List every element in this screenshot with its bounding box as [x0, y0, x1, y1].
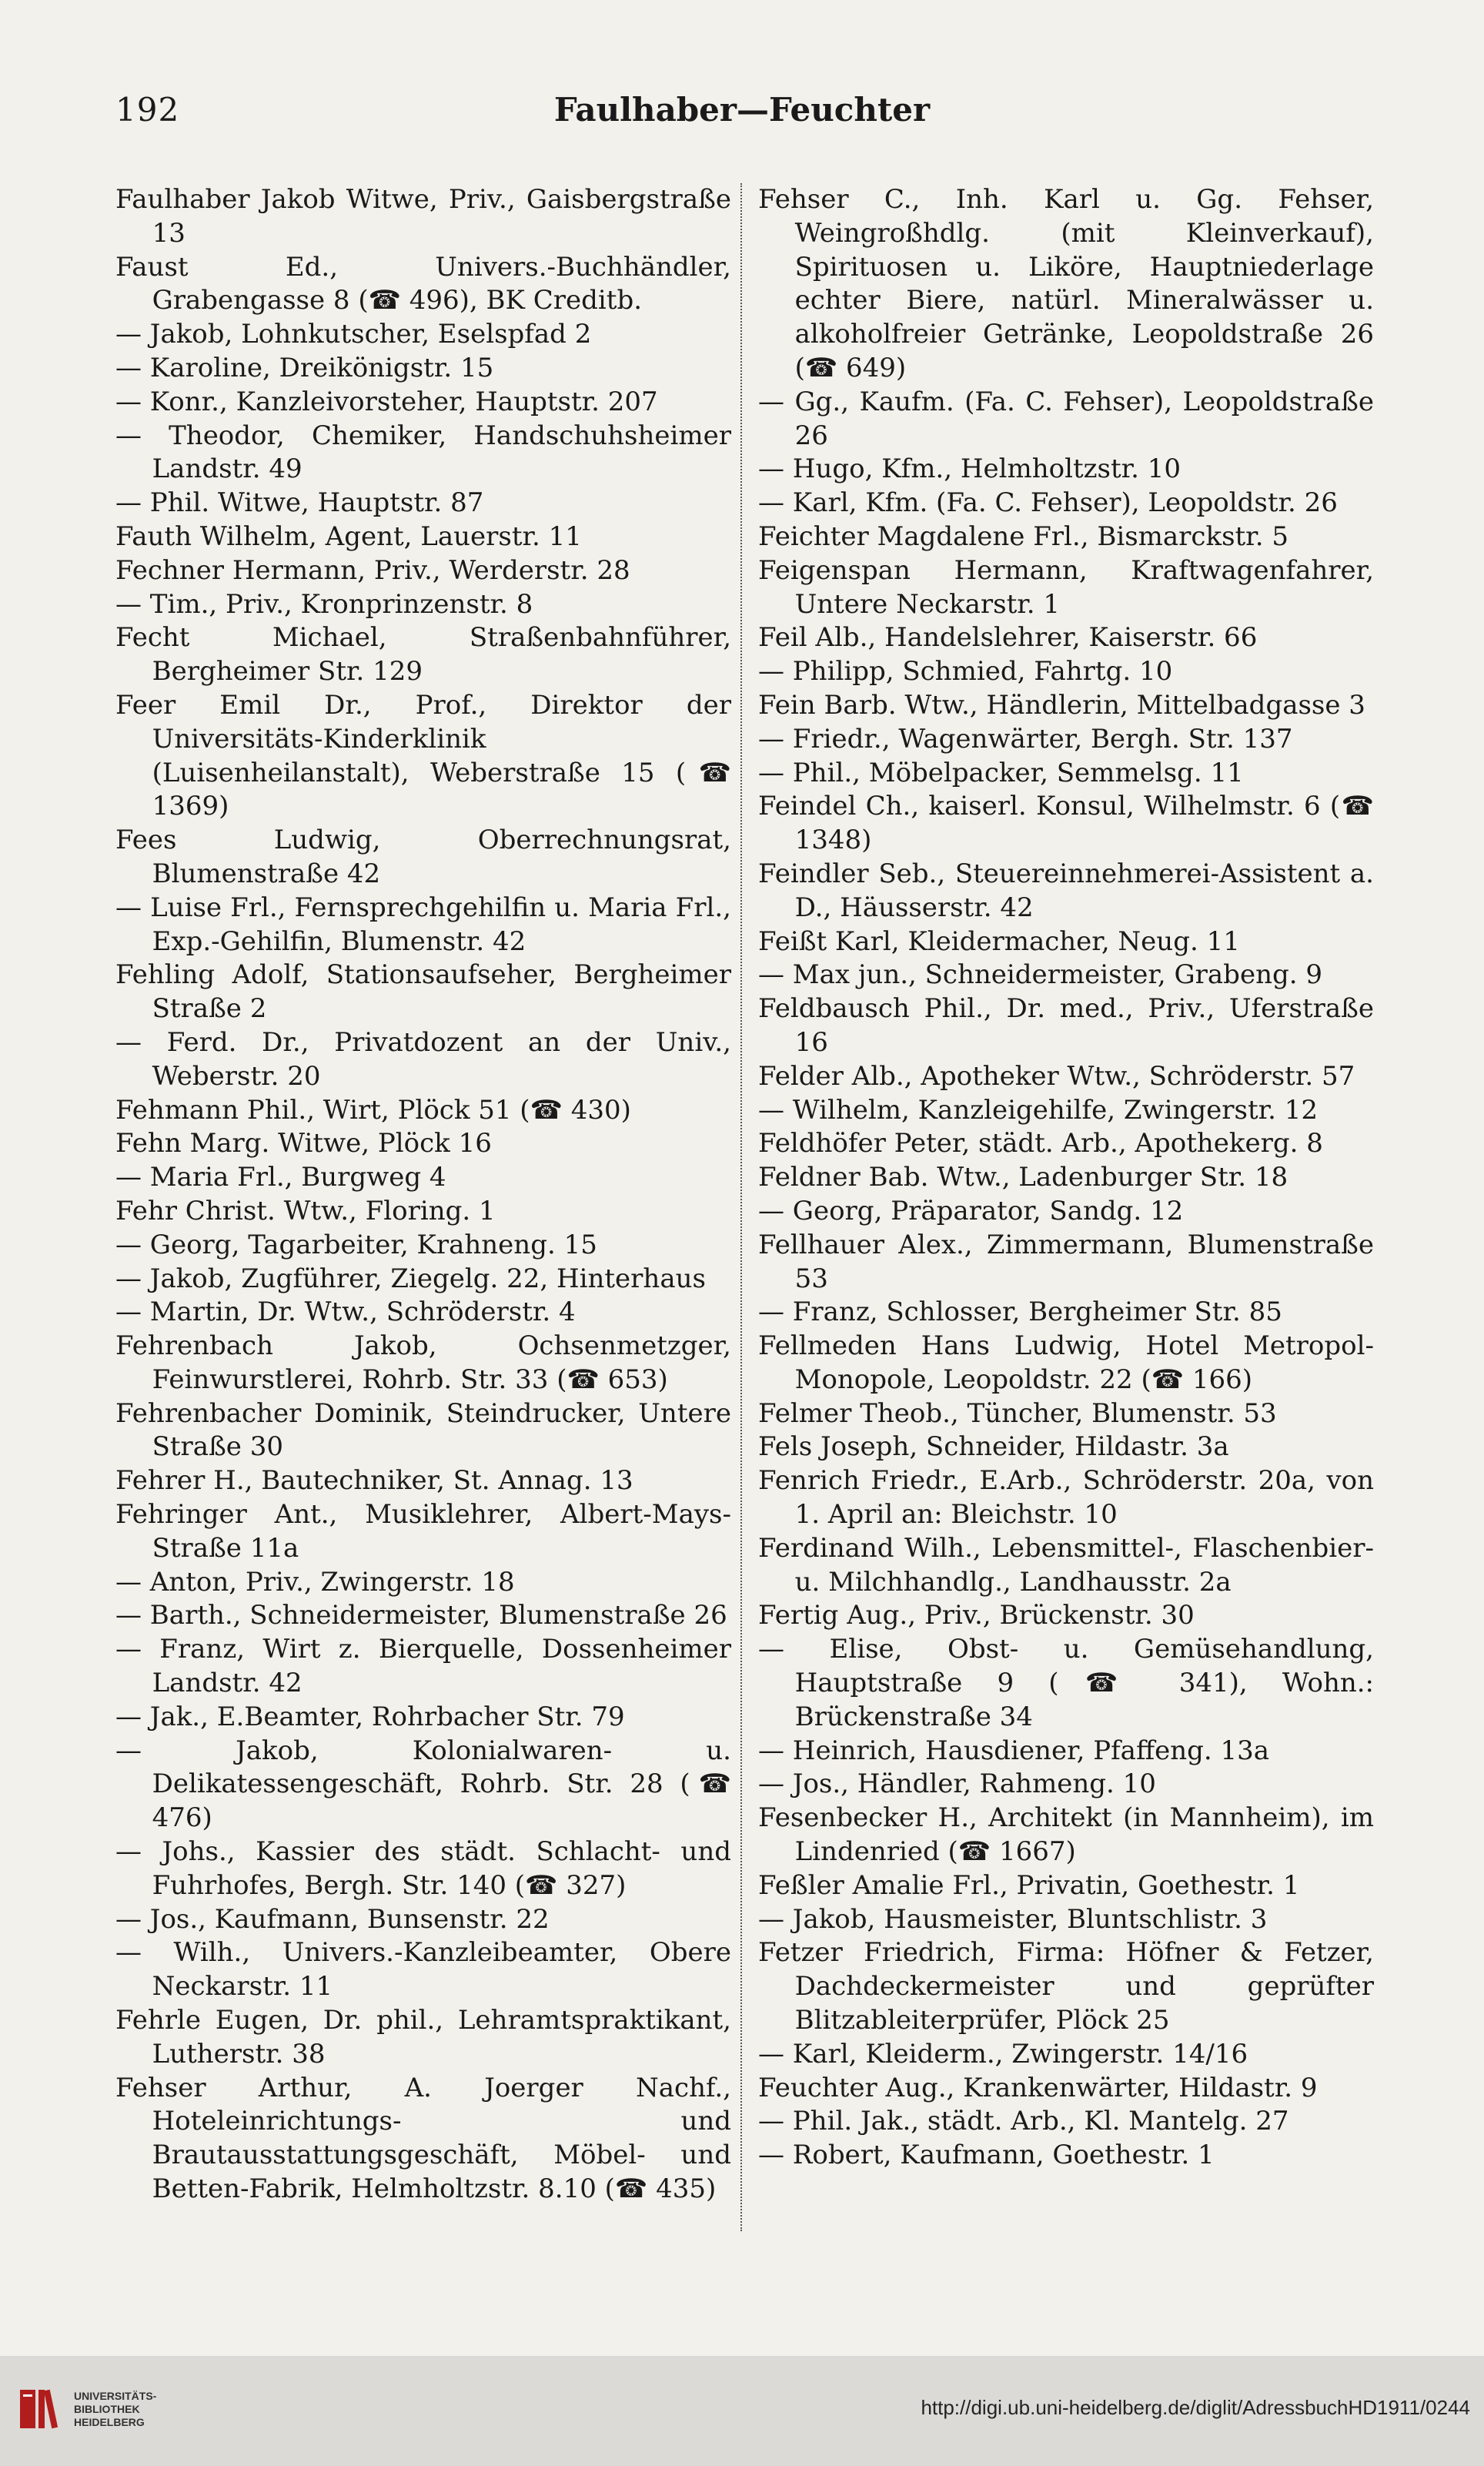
directory-entry: — Jakob, Zugführer, Ziegelg. 22, Hinterhaus [115, 1263, 706, 1294]
directory-entry: Fellmeden Hans Ludwig, Hotel Metropol-Monopole, Leopoldstr. 22 (☎ 166) [758, 1330, 1374, 1395]
directory-entry: Faust Ed., Univers.-Buchhändler, Grabengasse 8 (☎ 496), BK Creditb. [115, 251, 731, 316]
directory-entry: Fehser Arthur, A. Joerger Nachf., Hoteleinrichtungs- und Brautausstattungsgeschäft, Möbel- und Betten-Fabrik, Helmholtzstr. 8.10 (☎ 435) [115, 2072, 731, 2205]
directory-entry: — Theodor, Chemiker, Handschuhsheimer Landstr. 49 [115, 420, 731, 485]
directory-entry: Fehser C., Inh. Karl u. Gg. Fehser, Weingroßhdlg. (mit Kleinverkauf), Spirituosen u. Liköre, Hauptniederlage echter Biere, natürl. Mineralwässer u. alkoholfreier Getränke, Leopoldstraße 26 (☎ 649) [758, 184, 1374, 383]
directory-entry: — Franz, Schlosser, Bergheimer Str. 85 [758, 1297, 1282, 1328]
footer-bar [0, 2356, 1484, 2466]
directory-entry: — Heinrich, Hausdiener, Pfaffeng. 13a [758, 1735, 1270, 1766]
directory-entry: — Ferd. Dr., Privatdozent an der Univ., Weberstr. 20 [115, 1026, 731, 1092]
directory-entry: Feßler Amalie Frl., Privatin, Goethestr. 1 [758, 1869, 1300, 1901]
directory-entry: — Karl, Kfm. (Fa. C. Fehser), Leopoldstr. 26 [758, 487, 1338, 519]
directory-entry: — Georg, Präparator, Sandg. 12 [758, 1195, 1184, 1226]
directory-entry: Fehrenbacher Dominik, Steindrucker, Untere Straße 30 [115, 1397, 731, 1463]
directory-entry: Feichter Magdalene Frl., Bismarckstr. 5 [758, 520, 1288, 552]
directory-entry: — Konr., Kanzleivorsteher, Hauptstr. 207 [115, 386, 658, 417]
logo-line: HEIDELBERG [74, 2416, 145, 2428]
directory-entry: — Phil. Jak., städt. Arb., Kl. Mantelg. 27 [758, 2106, 1289, 2137]
directory-entry: Fetzer Friedrich, Firma: Höfner & Fetzer, Dachdeckermeister und geprüfter Blitzableiterprüfer, Plöck 25 [758, 1937, 1374, 2036]
directory-entry: Feldner Bab. Wtw., Ladenburger Str. 18 [758, 1162, 1288, 1193]
directory-entry: — Friedr., Wagenwärter, Bergh. Str. 137 [758, 723, 1293, 755]
directory-entry: — Max jun., Schneidermeister, Grabeng. 9 [758, 959, 1322, 991]
directory-entry: — Wilhelm, Kanzleigehilfe, Zwingerstr. 12 [758, 1094, 1318, 1126]
directory-entry: — Jos., Händler, Rahmeng. 10 [758, 1768, 1156, 1800]
directory-entry: Felder Alb., Apotheker Wtw., Schröderstr. 57 [758, 1060, 1355, 1092]
directory-entry: — Jakob, Kolonialwaren- u. Delikatessengeschäft, Rohrb. Str. 28 (☎ 476) [115, 1735, 731, 1834]
directory-entry: Fein Barb. Wtw., Händlerin, Mittelbadgasse 3 [758, 689, 1365, 721]
directory-entry: Fesenbecker H., Architekt (in Mannheim), im Lindenried (☎ 1667) [758, 1802, 1374, 1868]
directory-entry: Feigenspan Hermann, Kraftwagenfahrer, Untere Neckarstr. 1 [758, 554, 1374, 620]
directory-entry: Feil Alb., Handelslehrer, Kaiserstr. 66 [758, 622, 1258, 654]
directory-entry: Fehrenbach Jakob, Ochsenmetzger, Feinwurstlerei, Rohrb. Str. 33 (☎ 653) [115, 1330, 731, 1395]
directory-entry: — Phil., Möbelpacker, Semmelsg. 11 [758, 757, 1244, 788]
directory-entry: Fehrle Eugen, Dr. phil., Lehramtspraktikant, Lutherstr. 38 [115, 2005, 731, 2069]
directory-entry: Fertig Aug., Priv., Brückenstr. 30 [758, 1600, 1195, 1631]
right-column [758, 183, 1374, 2173]
directory-entry: — Philipp, Schmied, Fahrtg. 10 [758, 656, 1173, 688]
directory-entry: Feindler Seb., Steuereinnehmerei-Assistent a. D., Häusserstr. 42 [758, 858, 1374, 923]
directory-entry: Fehringer Ant., Musiklehrer, Albert-Mays-Straße 11a [115, 1499, 731, 1564]
directory-entry: — Jos., Kaufmann, Bunsenstr. 22 [115, 1903, 550, 1935]
directory-entry: Ferdinand Wilh., Lebensmittel-, Flaschenbier- u. Milchhandlg., Landhausstr. 2a [758, 1532, 1374, 1598]
directory-entry: Fehr Christ. Wtw., Floring. 1 [115, 1195, 496, 1226]
directory-entry: Feuchter Aug., Krankenwärter, Hildastr. 9 [758, 2072, 1318, 2103]
directory-entry: — Jakob, Hausmeister, Bluntschlistr. 3 [758, 1903, 1268, 1935]
directory-entry: — Georg, Tagarbeiter, Krahneng. 15 [115, 1229, 597, 1260]
directory-entry: Feißt Karl, Kleidermacher, Neug. 11 [758, 925, 1240, 957]
directory-entry: Feldbausch Phil., Dr. med., Priv., Uferstraße 16 [758, 993, 1374, 1058]
page-number: 192 [115, 91, 180, 129]
directory-entry: Fels Joseph, Schneider, Hildastr. 3a [758, 1431, 1229, 1463]
directory-entry: — Hugo, Kfm., Helmholtzstr. 10 [758, 453, 1182, 485]
directory-entry: Feindel Ch., kaiserl. Konsul, Wilhelmstr. 6 (☎ 1348) [758, 791, 1374, 856]
directory-entry: — Jak., E.Beamter, Rohrbacher Str. 79 [115, 1701, 625, 1732]
source-url[interactable]: http://digi.ub.uni-heidelberg.de/diglit/AdressbuchHD1911/0244 [921, 2396, 1470, 2419]
logo-line: BIBLIOTHEK [74, 2403, 140, 2415]
directory-entry: Faulhaber Jakob Witwe, Priv., Gaisbergstraße 13 [115, 184, 731, 249]
directory-entry: — Tim., Priv., Kronprinzenstr. 8 [115, 588, 533, 620]
directory-entry: Felmer Theob., Tüncher, Blumenstr. 53 [758, 1397, 1277, 1429]
directory-entry: Fenrich Friedr., E.Arb., Schröderstr. 20a, von 1. April an: Bleichstr. 10 [758, 1465, 1374, 1531]
directory-entry: Fecht Michael, Straßenbahnführer, Bergheimer Str. 129 [115, 622, 731, 688]
directory-entry: — Martin, Dr. Wtw., Schröderstr. 4 [115, 1297, 576, 1328]
directory-entry: Fehn Marg. Witwe, Plöck 16 [115, 1128, 492, 1159]
running-head: Faulhaber—Feuchter [553, 91, 931, 129]
directory-entry: — Phil. Witwe, Hauptstr. 87 [115, 487, 484, 519]
directory-entry: — Wilh., Univers.-Kanzleibeamter, Obere Neckarstr. 11 [115, 1937, 731, 2003]
left-column [115, 183, 731, 2207]
directory-entry: Fechner Hermann, Priv., Werderstr. 28 [115, 554, 630, 586]
directory-entry: Fehling Adolf, Stationsaufseher, Bergheimer Straße 2 [115, 959, 731, 1025]
logo-line: UNIVERSITÄTS- [74, 2390, 157, 2402]
directory-entry: Fehrer H., Bautechniker, St. Annag. 13 [115, 1465, 633, 1497]
directory-entry: — Karoline, Dreikönigstr. 15 [115, 352, 494, 383]
directory-entry: Fees Ludwig, Oberrechnungsrat, Blumenstraße 42 [115, 825, 731, 889]
directory-entry: — Robert, Kaufmann, Goethestr. 1 [758, 2140, 1215, 2171]
library-book-icon [17, 2385, 65, 2433]
directory-entry: Feer Emil Dr., Prof., Direktor der Universitäts-Kinderklinik (Luisenheilanstalt), Weberstraße 15 (☎ 1369) [115, 689, 731, 822]
directory-entry: — Johs., Kassier des städt. Schlacht- und Fuhrhofes, Bergh. Str. 140 (☎ 327) [115, 1836, 731, 1901]
column-divider [740, 183, 742, 2231]
library-logo-text [74, 2390, 156, 2429]
directory-entry: — Anton, Priv., Zwingerstr. 18 [115, 1566, 515, 1598]
directory-entry: Feldhöfer Peter, städt. Arb., Apothekerg. 8 [758, 1128, 1323, 1159]
directory-entry: — Franz, Wirt z. Bierquelle, Dossenheimer Landstr. 42 [115, 1634, 731, 1699]
directory-entry: Fauth Wilhelm, Agent, Lauerstr. 11 [115, 520, 582, 552]
directory-entry: — Gg., Kaufm. (Fa. C. Fehser), Leopoldstraße 26 [758, 386, 1374, 451]
directory-entry: Fehmann Phil., Wirt, Plöck 51 (☎ 430) [115, 1094, 631, 1126]
directory-entry: Fellhauer Alex., Zimmermann, Blumenstraße 53 [758, 1229, 1374, 1294]
directory-entry: — Jakob, Lohnkutscher, Eselspfad 2 [115, 319, 592, 350]
directory-entry: — Elise, Obst- u. Gemüsehandlung, Hauptstraße 9 (☎ 341), Wohn.: Brückenstraße 34 [758, 1634, 1374, 1732]
directory-entry: — Barth., Schneidermeister, Blumenstraße 26 [115, 1600, 727, 1631]
directory-entry: — Luise Frl., Fernsprechgehilfin u. Maria Frl., Exp.-Gehilfin, Blumenstr. 42 [115, 892, 731, 957]
directory-entry: — Maria Frl., Burgweg 4 [115, 1162, 446, 1193]
directory-entry: — Karl, Kleiderm., Zwingerstr. 14/16 [758, 2038, 1248, 2069]
